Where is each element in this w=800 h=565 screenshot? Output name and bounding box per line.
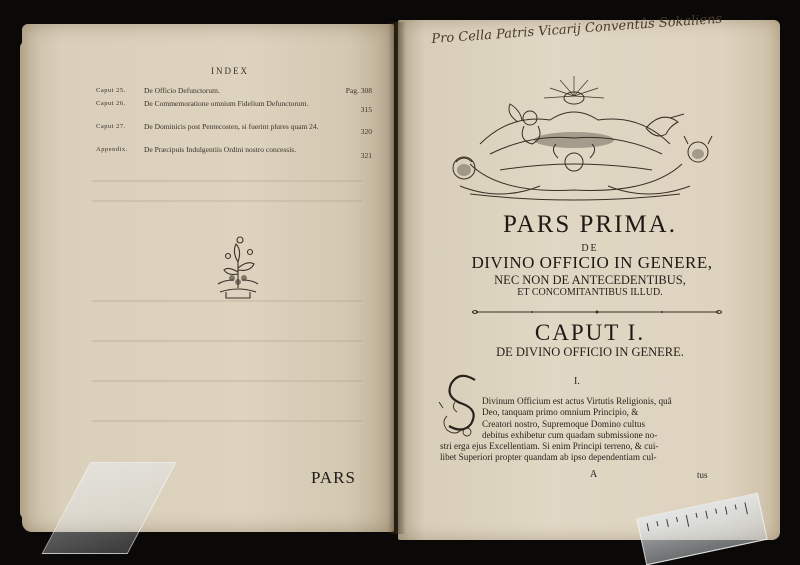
index-header: INDEX [211, 66, 249, 76]
decorated-initial-icon [437, 372, 487, 442]
ornamental-rule-icon [472, 309, 722, 315]
part-de-label: DE [581, 243, 599, 254]
index-entry-caput: Appendix. [96, 146, 128, 153]
body-line: libet Superiori propter quandam ab ipso dependentiam cul- [440, 452, 657, 463]
index-entry-title: De Commemoratione omnium Fidelium Defunctorum. [144, 99, 309, 108]
show-through [92, 200, 362, 202]
chapter-subtitle: DE DIVINO OFFICIO IN GENERE. [496, 345, 684, 359]
index-entry-page: 315 [360, 105, 372, 114]
index-entry-title: De Officio Defunctorum. [144, 86, 220, 95]
body-line: Deo, tanquam primo omnium Principio, & [482, 407, 639, 418]
book-gutter [388, 22, 406, 534]
body-text [440, 396, 714, 464]
index-entry-caput: Caput 27. [96, 123, 126, 130]
catchword-right: tus [697, 470, 708, 480]
index-entry-page: Pag. 308 [345, 86, 372, 95]
index-entry-caput: Caput 26. [96, 100, 126, 107]
body-line: Divinum Officium est actus Virtutis Religionis, quâ [482, 396, 672, 406]
handwritten-inscription: Pro Cella Patris Vicarij Conventûs Sokaliens [430, 11, 723, 48]
body-line: stri erga ejus Excellentiam. Si enim Principi terreno, & cui- [440, 441, 659, 452]
part-title: PARS PRIMA. [503, 211, 677, 238]
floral-vignette-icon [206, 232, 270, 302]
part-subtitle-2: ET CONCOMITANTIBUS ILLUD. [517, 287, 663, 298]
index-entry-caput: Caput 25. [96, 87, 126, 94]
show-through [92, 180, 362, 182]
engraved-headpiece-icon [440, 74, 724, 206]
body-line: debitus exhibetur cum quadam submissione no- [482, 429, 658, 440]
show-through [92, 340, 362, 342]
chapter-title: CAPUT I. [534, 320, 646, 345]
index-entry-title: De Præcipuis Indulgentiis Ordini nostro concessis. [144, 145, 297, 154]
signature-mark: A [590, 469, 598, 480]
part-main-title: DIVINO OFFICIO IN GENERE, [471, 253, 713, 272]
part-subtitle-1: NEC NON DE ANTECEDENTIBUS, [494, 273, 686, 287]
body-line: Creatori nostro, Supremoque Domino cultus [482, 418, 646, 429]
index-entry-title: De Dominicis post Pentecosten, si fuerint plures quam 24. [144, 122, 319, 131]
catchword-left: PARS [311, 468, 356, 487]
show-through [92, 420, 362, 422]
index-entry-page: 321 [360, 151, 372, 160]
section-number: I. [574, 376, 580, 387]
index-entry-page: 320 [360, 127, 372, 136]
show-through [92, 380, 362, 382]
